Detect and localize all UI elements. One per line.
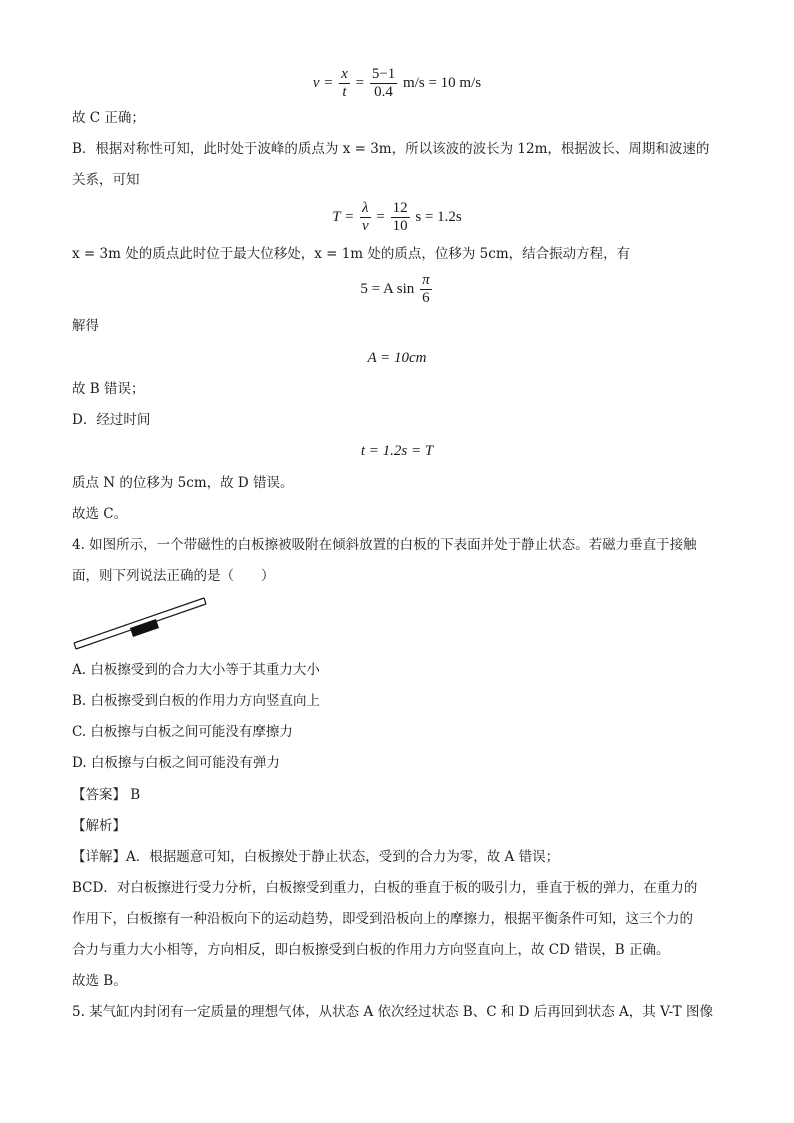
fraction-lambda-over-v bbox=[360, 200, 371, 235]
fraction-12-over-10 bbox=[391, 200, 410, 235]
text-c-correct: 故 C 正确； bbox=[72, 110, 145, 126]
eq-t-result: s = 1.2s bbox=[415, 208, 462, 225]
equation-sin bbox=[0, 272, 794, 307]
equation-velocity bbox=[0, 66, 794, 101]
text-jiede: 解得 bbox=[72, 318, 99, 334]
text-d-line: D．经过时间 bbox=[72, 412, 151, 428]
option-a: A. 白板擦受到的合力大小等于其重力大小 bbox=[72, 662, 320, 678]
option-d: D. 白板擦与白板之间可能没有弹力 bbox=[72, 755, 280, 771]
equation-amplitude: A = 10cm bbox=[367, 350, 427, 366]
eq-v-result: m/s = 10 m/s bbox=[403, 74, 482, 91]
option-b: B. 白板擦受到白板的作用力方向竖直向上 bbox=[72, 693, 321, 709]
question-5-line1: 5. 某气缸内封闭有一定质量的理想气体，从状态 A 依次经过状态 B、C 和 D 后再回到状态 A，其 V-T 图像 bbox=[72, 1004, 713, 1020]
equation-period bbox=[0, 200, 794, 235]
frac-denominator: 10 bbox=[392, 218, 408, 234]
equation-time: t = 1.2s = T bbox=[360, 443, 434, 459]
frac-numerator: π bbox=[422, 272, 430, 288]
text-b-line1: B．根据对称性可知，此时处于波峰的质点为 x = 3m，所以该波的波长为 12m，根据波长、周期和波速的 bbox=[72, 141, 710, 157]
text-n-displacement: 质点 N 的位移为 5cm，故 D 错误。 bbox=[72, 475, 294, 491]
eq-sign: = bbox=[376, 208, 385, 225]
text-b-line2: 关系，可知 bbox=[72, 172, 140, 188]
question-4-line2: 面，则下列说法正确的是（ ） bbox=[72, 568, 275, 584]
detail-a-line bbox=[72, 847, 559, 867]
frac-numerator: x bbox=[341, 66, 348, 82]
detail-bcd-line2: 作用下，白板擦有一种沿板向下的运动趋势，即受到沿板向上的摩擦力，根据平衡条件可知，这三个力的 bbox=[72, 911, 693, 927]
detail-bcd-line1: BCD．对白板擦进行受力分析，白板擦受到重力，白板的垂直于板的吸引力，垂直于板的弹力，在重力的 bbox=[72, 880, 698, 896]
text-b-wrong: 故 B 错误； bbox=[72, 381, 145, 397]
analysis-label: 【解析】 bbox=[72, 818, 126, 834]
text-choose-c: 故选 C。 bbox=[72, 506, 128, 522]
answer-value: B bbox=[130, 787, 141, 803]
frac-denominator: 0.4 bbox=[374, 84, 393, 100]
whiteboard-left-end bbox=[74, 643, 76, 649]
whiteboard-right-end bbox=[204, 598, 206, 604]
frac-numerator: 12 bbox=[392, 200, 408, 216]
frac-numerator: 5−1 bbox=[371, 66, 396, 82]
eq-t-lhs: T = bbox=[332, 208, 355, 225]
detail-bcd-line3: 合力与重力大小相等，方向相反，即白板擦受到白板的作用力方向竖直向上，故 CD 错误，B 正确。 bbox=[72, 942, 670, 958]
detail-label: 【详解】 bbox=[72, 849, 126, 865]
fraction-pi-over-6 bbox=[420, 272, 432, 307]
frac-numerator: λ bbox=[360, 200, 371, 218]
detail-a-text: A．根据题意可知，白板擦处于静止状态，受到的合力为零，故 A 错误； bbox=[126, 849, 560, 865]
option-c: C. 白板擦与白板之间可能没有摩擦力 bbox=[72, 724, 293, 740]
frac-denominator: v bbox=[361, 218, 369, 234]
whiteboard-top-edge bbox=[74, 598, 204, 643]
answer-label: 【答案】 bbox=[72, 787, 126, 803]
answer-line bbox=[72, 785, 140, 805]
text-choose-b: 故选 B。 bbox=[72, 973, 127, 989]
inclined-whiteboard-figure bbox=[70, 596, 210, 652]
text-x3-line: x = 3m 处的质点此时位于最大位移处，x = 1m 处的质点，位移为 5cm，结合振动方程，有 bbox=[72, 246, 631, 262]
fraction-x-over-t bbox=[339, 66, 350, 101]
frac-denominator: t bbox=[342, 84, 347, 100]
frac-denominator: 6 bbox=[422, 290, 430, 306]
eq-sin-lhs: 5 = A sin bbox=[360, 280, 415, 297]
fraction-values bbox=[370, 66, 397, 101]
question-4-line1: 4. 如图所示，一个带磁性的白板擦被吸附在倾斜放置的白板的下表面并处于静止状态。若磁力垂直于接触 bbox=[72, 537, 697, 553]
eq-sign: = bbox=[355, 74, 365, 91]
eq-v-lhs: v = bbox=[312, 74, 334, 91]
